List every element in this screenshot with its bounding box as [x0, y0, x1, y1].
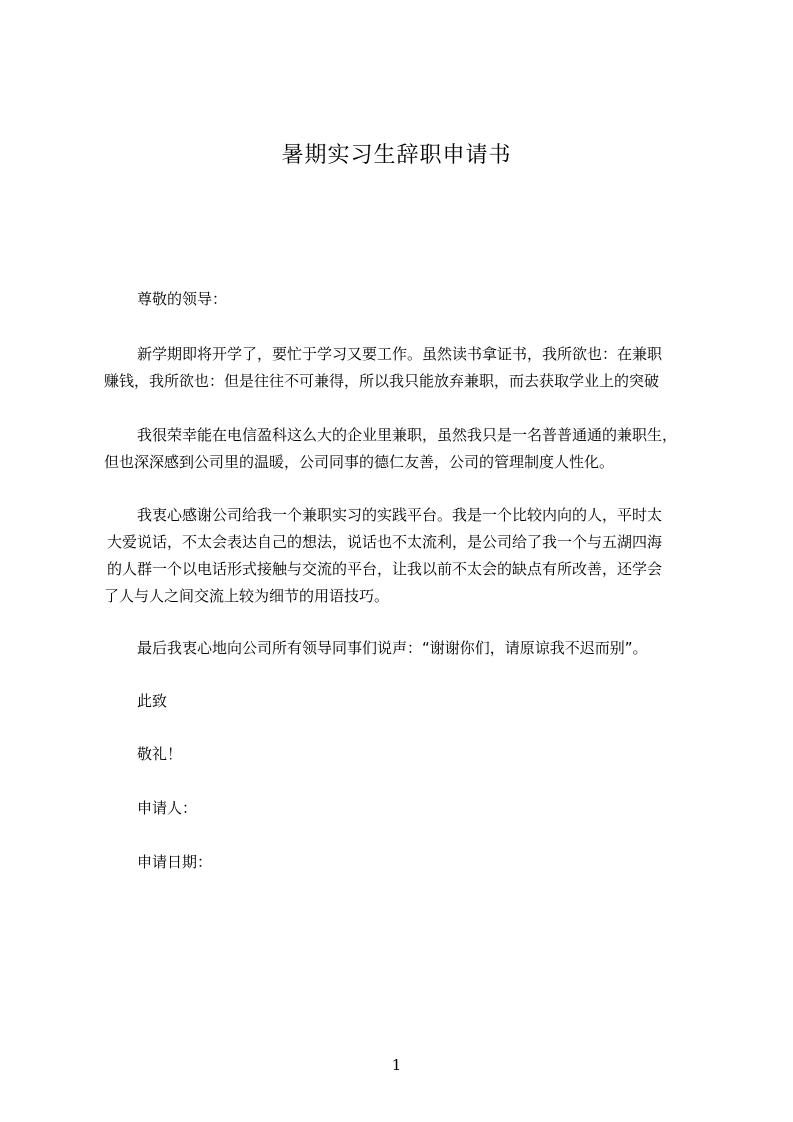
paragraph-line: 赚钱，我所欲也：但是往往不可兼得，所以我只能放弃兼职，而去获取学业上的突破 [104, 372, 660, 390]
paragraph-line: 但也深深感到公司里的温暖，公司同事的德仁友善，公司的管理制度人性化。 [104, 453, 615, 471]
paragraph-line: 我衷心感谢公司给我一个兼职实习的实践平台。我是一个比较内向的人，平时太 [137, 506, 663, 524]
document-title: 暑期实习生辞职申请书 [281, 143, 512, 168]
paragraph-line: 我很荣幸能在电信盈科这么大的企业里兼职，虽然我只是一名普普通通的兼职生， [137, 426, 678, 444]
paragraph-line: 了人与人之间交流上较为细节的用语技巧。 [104, 587, 390, 605]
paragraph-line: 新学期即将开学了，要忙于学习又要工作。虽然读书拿证书，我所欲也：在兼职 [137, 345, 663, 363]
date-label: 申请日期： [137, 853, 213, 871]
closing-line-2: 敬礼！ [137, 745, 183, 763]
paragraph-line: 最后我衷心地向公司所有领导同事们说声：“谢谢你们，请原谅我不迟而别”。 [137, 639, 648, 657]
paragraph-line: 的人群一个以电话形式接触与交流的平台，让我以前不太会的缺点有所改善，还学会 [107, 560, 663, 578]
closing-line-1: 此致 [137, 692, 168, 710]
page-number: 1 [391, 1056, 402, 1074]
paragraph-line: 大爱说话，不太会表达自己的想法，说话也不太流利，是公司给了我一个与五湖四海 [107, 533, 663, 551]
applicant-label: 申请人： [137, 799, 198, 817]
salutation: 尊敬的领导： [137, 290, 228, 308]
